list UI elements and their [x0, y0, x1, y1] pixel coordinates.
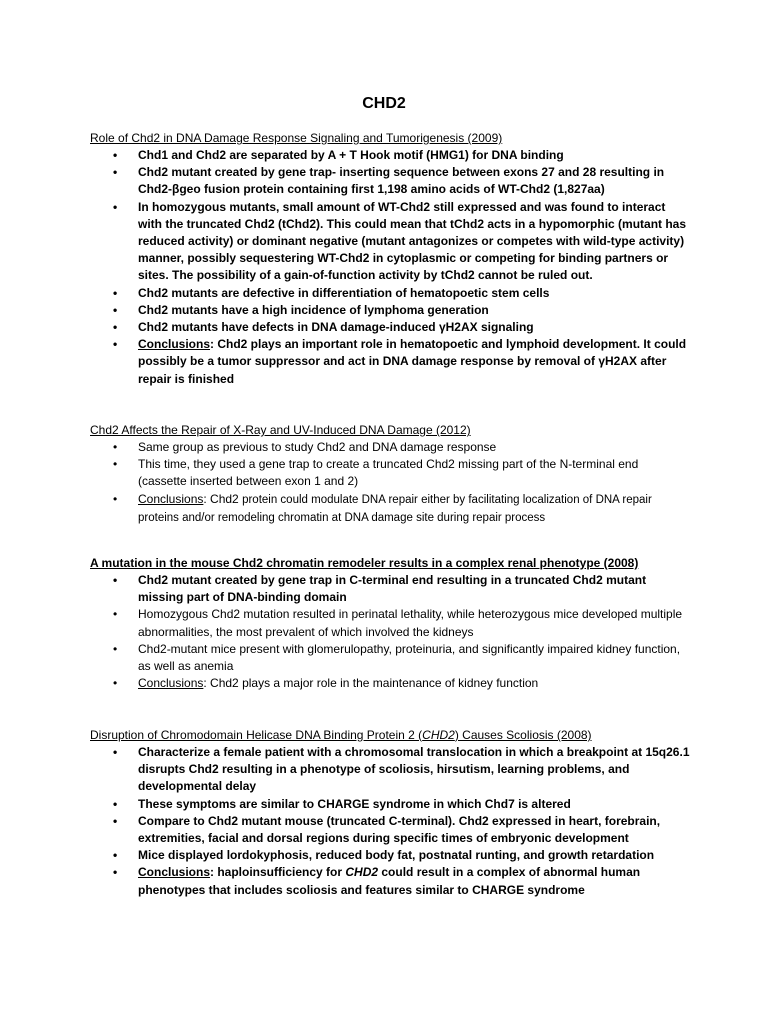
section-heading: Role of Chd2 in DNA Damage Response Signaling and Tumorigenesis (2009)	[90, 131, 503, 145]
list-item: • Chd1 and Chd2 are separated by A + T Hook motif (HMG1) for DNA binding	[90, 147, 690, 164]
conclusion-gene: CHD2	[345, 865, 379, 880]
heading-before: Disruption of Chromodomain Helicase DNA Binding Protein 2 (	[90, 728, 423, 742]
conclusion-text: : Chd2 plays an important role in hematopoetic and lymphoid development. It could possibly be a tumor suppressor and act in DNA damage response by removal of γH2AX after repair is finished	[138, 337, 687, 386]
list-item: • Chd2-mutant mice present with glomerulopathy, proteinuria, and significantly impaired kidney function, as well as anemia	[90, 641, 690, 675]
list-item: • Same group as previous to study Chd2 and DNA damage response	[90, 439, 690, 456]
bullet-list	[90, 147, 690, 388]
conclusion-text: protein could modulate DNA repair either by facilitating localization of DNA repair proteins and/or remodeling chromatin at DNA damage site during repair process	[138, 493, 652, 524]
conclusion-item	[90, 675, 690, 692]
list-item: • Compare to Chd2 mutant mouse (truncated C-terminal). Chd2 expressed in heart, forebrain, extremities, facial and dorsal regions during specific times of embryonic development	[90, 813, 690, 847]
conclusion-label: Conclusions	[138, 491, 204, 506]
list-item: • This time, they used a gene trap to create a truncated Chd2 missing part of the N-terminal end (cassette inserted between exon 1 and 2)	[90, 456, 690, 490]
section-renal-phenotype	[90, 555, 690, 692]
section-heading: Chd2 Affects the Repair of X-Ray and UV-Induced DNA Damage (2012)	[90, 423, 471, 437]
heading-after: ) Causes Scoliosis (2008)	[454, 728, 592, 742]
bullet-list	[90, 744, 690, 899]
document-title: CHD2	[362, 95, 406, 112]
conclusion-label: Conclusions	[138, 676, 204, 691]
conclusion-text: : Chd2 plays a major role in the maintenance of kidney function	[203, 676, 539, 691]
list-item: • Chd2 mutants have a high incidence of lymphoma generation	[90, 302, 690, 319]
section-dna-damage-response	[90, 130, 690, 388]
heading-gene: CHD2	[422, 728, 455, 742]
section-heading: A mutation in the mouse Chd2 chromatin remodeler results in a complex renal phenotype (2008)	[90, 556, 639, 570]
conclusion-label: Conclusions	[138, 337, 211, 352]
conclusion-item	[90, 491, 690, 527]
list-item: • Characterize a female patient with a chromosomal translocation in which a breakpoint at 15q26.1 disrupts Chd2 resulting in a phenotype of scoliosis, hirsutism, learning problems, and developmental delay	[90, 744, 690, 796]
bullet-list	[90, 439, 690, 527]
conclusion-item	[90, 336, 690, 388]
list-item: • In homozygous mutants, small amount of WT-Chd2 still expressed and was found to interact with the truncated Chd2 (tChd2). This could mean that tChd2 acts in a hypomorphic (mutant has reduced activity) or dominant negative (mutant antagonizes or competes with wild-type activity) manner, possibly sequestering WT-Chd2 in cytoplasmic or competing for binding partners or sites. The possibility of a gain-of-function activity by tChd2 cannot be ruled out.	[90, 199, 690, 285]
bullet-list	[90, 572, 690, 692]
list-item: • Chd2 mutants have defects in DNA damage-induced γH2AX signaling	[90, 319, 690, 336]
list-item: • Chd2 mutant created by gene trap in C-terminal end resulting in a truncated Chd2 mutant missing part of DNA-binding domain	[90, 572, 690, 606]
list-item: • Homozygous Chd2 mutation resulted in perinatal lethality, while heterozygous mice developed multiple abnormalities, the most prevalent of which involved the kidneys	[90, 606, 690, 640]
section-scoliosis	[90, 727, 690, 899]
conclusion-item	[90, 864, 690, 898]
list-item: • Chd2 mutant created by gene trap- inserting sequence between exons 27 and 28 resulting in Chd2-βgeo fusion protein containing first 1,198 amino acids of WT-Chd2 (1,827aa)	[90, 164, 690, 198]
conclusion-lead: : Chd2	[203, 491, 243, 506]
section-xray-uv-repair	[90, 422, 690, 527]
list-item: • These symptoms are similar to CHARGE syndrome in which Chd7 is altered	[90, 796, 690, 813]
section-heading	[90, 727, 690, 744]
conclusion-label: Conclusions	[138, 865, 211, 880]
conclusion-lead: : haploinsufficiency for	[210, 865, 346, 880]
list-item: • Mice displayed lordokyphosis, reduced body fat, postnatal runting, and growth retardation	[90, 847, 690, 864]
conclusion-text: could result in a complex of abnormal human phenotypes that includes scoliosis and features similar to CHARGE syndrome	[138, 865, 641, 897]
list-item: • Chd2 mutants are defective in differentiation of hematopoetic stem cells	[90, 285, 690, 302]
